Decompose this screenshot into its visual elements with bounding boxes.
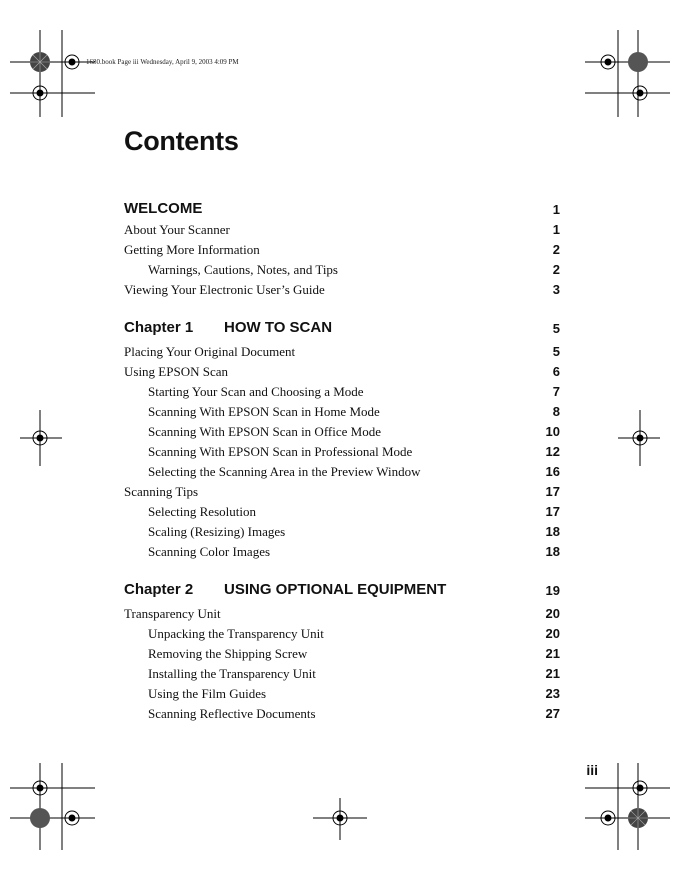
entry-title: Placing Your Original Document — [124, 344, 296, 359]
entry-title: Installing the Transparency Unit — [148, 666, 316, 681]
toc-section-welcome[interactable] — [0, 202, 680, 222]
entry-title: Warnings, Cautions, Notes, and Tips — [148, 262, 338, 277]
page-number: 21 — [545, 646, 560, 661]
entry-title: Selecting Resolution — [148, 504, 256, 519]
toc-entry[interactable] — [0, 444, 680, 464]
chapter-title: USING OPTIONAL EQUIPMENT — [224, 581, 447, 598]
page-number: 20 — [545, 626, 560, 641]
page-number: 10 — [545, 424, 560, 439]
toc-entry[interactable] — [0, 364, 680, 384]
page-folio: iii — [586, 762, 598, 778]
page-number: 27 — [545, 706, 560, 721]
toc-entry[interactable] — [0, 262, 680, 282]
entry-title: Scanning Color Images — [148, 544, 271, 559]
entry-title: Scanning Reflective Documents — [148, 706, 316, 721]
toc-entry[interactable] — [0, 544, 680, 564]
toc-entry[interactable] — [0, 344, 680, 364]
entry-title: Unpacking the Transparency Unit — [148, 626, 324, 641]
entry-title: Scaling (Resizing) Images — [148, 524, 286, 539]
toc-entry[interactable] — [0, 222, 680, 242]
chapter-number: Chapter 1 — [124, 319, 194, 336]
page-number: 18 — [545, 544, 560, 559]
toc-entry[interactable] — [0, 504, 680, 524]
page-number: 2 — [552, 242, 560, 257]
toc-entry[interactable] — [0, 706, 680, 726]
toc-entry[interactable] — [0, 384, 680, 404]
entry-title: Scanning With EPSON Scan in Professional Mode — [148, 444, 413, 459]
toc-entry[interactable] — [0, 242, 680, 262]
toc-entry[interactable] — [0, 626, 680, 646]
chapter-title: HOW TO SCAN — [224, 319, 333, 336]
page-number: 6 — [552, 364, 560, 379]
page-number: 17 — [545, 484, 560, 499]
toc-entry[interactable] — [0, 646, 680, 666]
page-number: 3 — [552, 282, 560, 297]
toc-entry[interactable] — [0, 666, 680, 686]
toc-entry[interactable] — [0, 404, 680, 424]
page-title: Contents — [124, 126, 239, 156]
page-number: 18 — [545, 524, 560, 539]
entry-title: Starting Your Scan and Choosing a Mode — [148, 384, 364, 399]
entry-title: Scanning Tips — [124, 484, 199, 499]
page-number: 20 — [545, 606, 560, 621]
toc-chapter-1[interactable] — [0, 321, 680, 341]
page-number: 5 — [552, 321, 560, 336]
page-number: 19 — [545, 583, 560, 598]
page-number: 17 — [545, 504, 560, 519]
page-number: 23 — [545, 686, 560, 701]
toc-entry[interactable] — [0, 606, 680, 626]
entry-title: Scanning With EPSON Scan in Office Mode — [148, 424, 381, 439]
toc-entry[interactable] — [0, 464, 680, 484]
print-slug: 1680.book Page iii Wednesday, April 9, 2003 4:09 PM — [86, 58, 239, 66]
toc-chapter-2[interactable] — [0, 583, 680, 603]
page-number: 5 — [552, 344, 560, 359]
toc-entry[interactable] — [0, 282, 680, 302]
page-number: 21 — [545, 666, 560, 681]
entry-title: About Your Scanner — [124, 222, 230, 237]
toc-entry[interactable] — [0, 424, 680, 444]
page-number: 7 — [552, 384, 560, 399]
entry-title: Scanning With EPSON Scan in Home Mode — [148, 404, 380, 419]
entry-title: Selecting the Scanning Area in the Preview Window — [148, 464, 421, 479]
entry-title: Transparency Unit — [124, 606, 221, 621]
page-number: 8 — [552, 404, 560, 419]
page-number: 1 — [552, 202, 560, 217]
toc-entry[interactable] — [0, 524, 680, 544]
toc-entry[interactable] — [0, 484, 680, 504]
entry-title: Using EPSON Scan — [124, 364, 229, 379]
page-number: 2 — [552, 262, 560, 277]
entry-title: Removing the Shipping Screw — [148, 646, 308, 661]
chapter-number: Chapter 2 — [124, 581, 194, 598]
page-number: 12 — [545, 444, 560, 459]
entry-title: Using the Film Guides — [148, 686, 267, 701]
entry-title: Getting More Information — [124, 242, 260, 257]
page-number: 1 — [552, 222, 560, 237]
section-title: WELCOME — [124, 200, 203, 217]
entry-title: Viewing Your Electronic User’s Guide — [124, 282, 325, 297]
toc-entry[interactable] — [0, 686, 680, 706]
page-number: 16 — [545, 464, 560, 479]
